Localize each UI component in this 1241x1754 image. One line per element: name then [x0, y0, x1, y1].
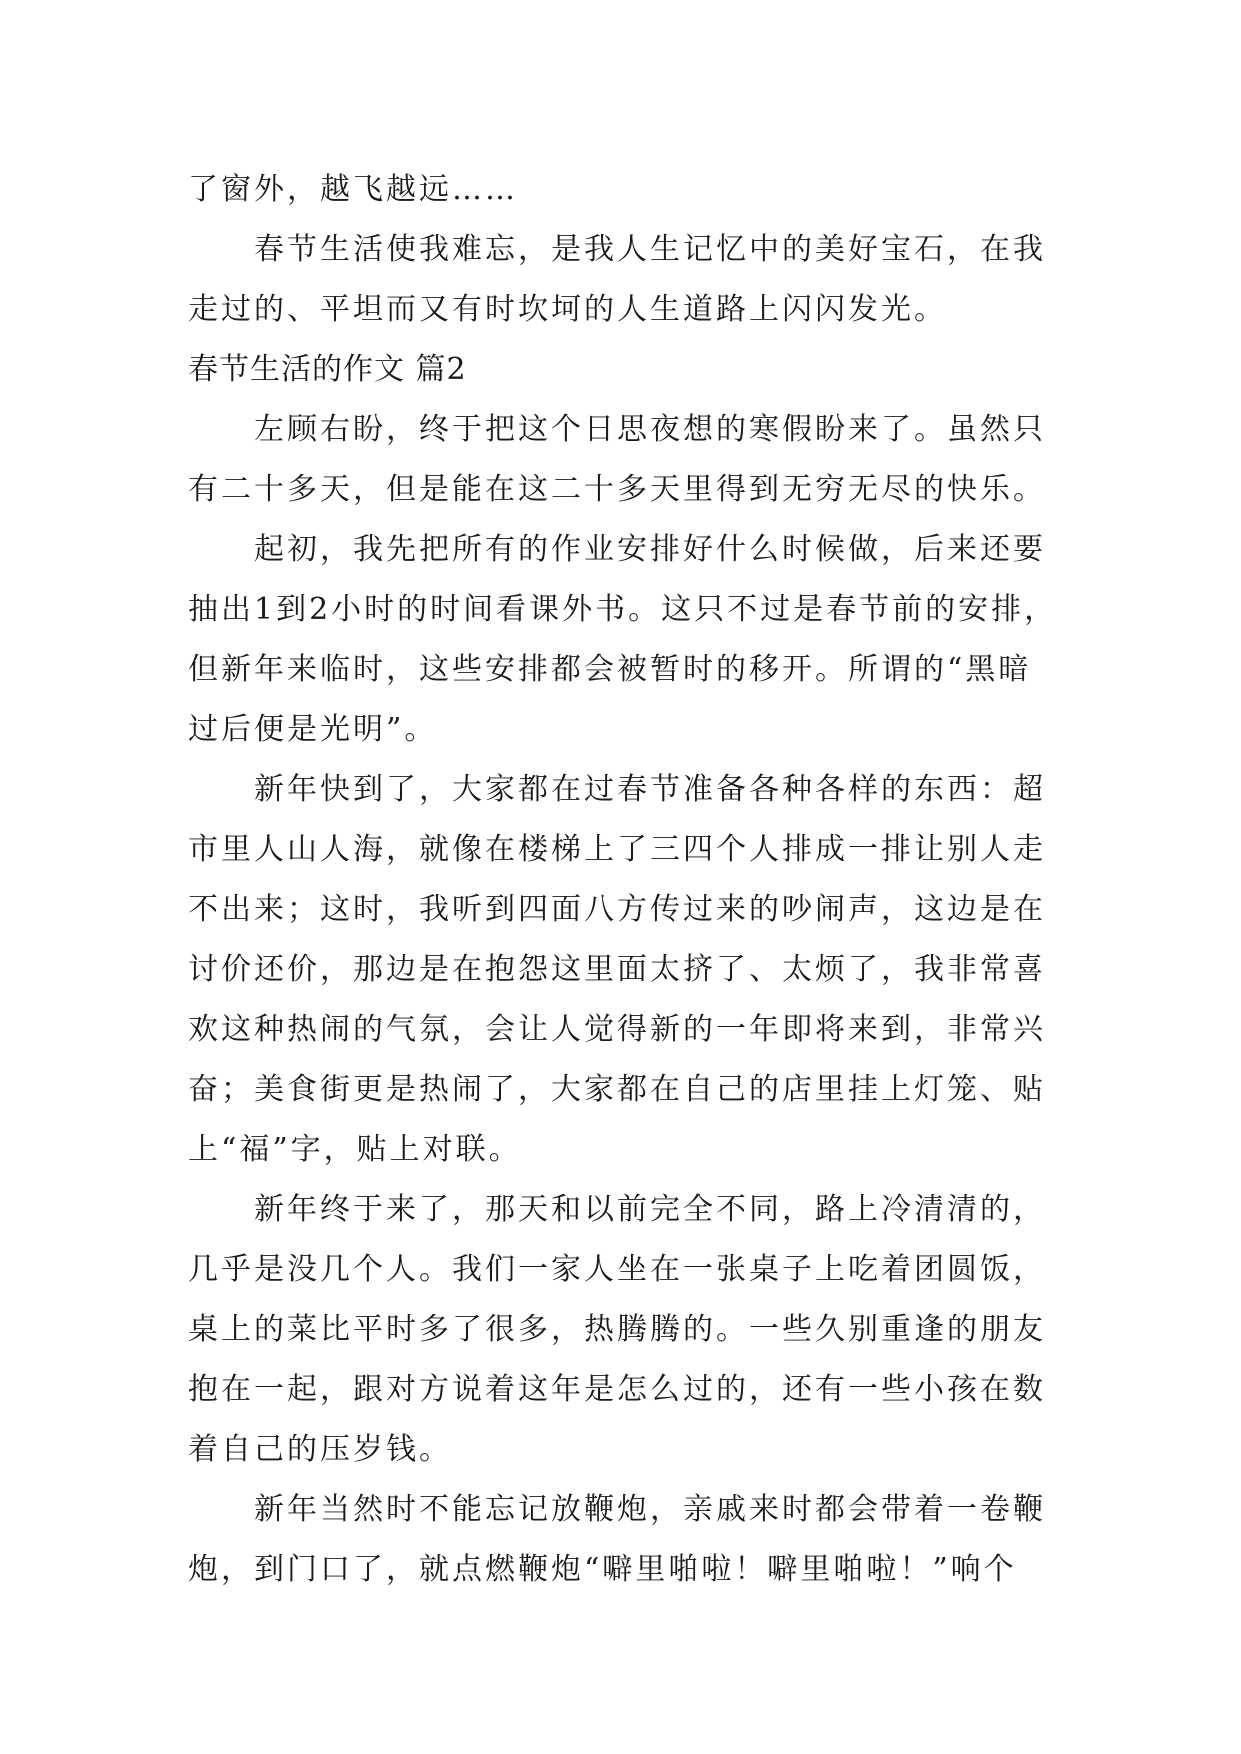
text-line: 抽出1到2小时的时间看课外书。这只不过是春节前的安排， [188, 592, 1058, 627]
paragraph-start-line: 春节生活使我难忘，是我人生记忆中的美好宝石，在我 [254, 232, 1046, 267]
text-line: 讨价还价，那边是在抱怨这里面太挤了、太烦了，我非常喜 [188, 952, 1046, 987]
paragraph-start-line: 新年终于来了，那天和以前完全不同，路上冷清清的， [254, 1192, 1046, 1227]
document-page [188, 160, 1068, 1600]
text-line: 但新年来临时，这些安排都会被暂时的移开。所谓的“黑暗 [188, 652, 1032, 687]
text-line: 几乎是没几个人。我们一家人坐在一张桌子上吃着团圆饭， [188, 1252, 1046, 1287]
paragraph-start-line: 起初，我先把所有的作业安排好什么时候做，后来还要 [254, 532, 1046, 567]
text-line: 市里人山人海，就像在楼梯上了三四个人排成一排让别人走 [188, 832, 1046, 867]
text-line: 炮，到门口了，就点燃鞭炮“噼里啪啦！噼里啪啦！”响个 [188, 1552, 1017, 1587]
section-heading: 春节生活的作文 篇2 [188, 352, 467, 387]
text-line: 桌上的菜比平时多了很多，热腾腾的。一些久别重逢的朋友 [188, 1312, 1046, 1347]
text-line: 走过的、平坦而又有时坎坷的人生道路上闪闪发光。 [188, 292, 947, 327]
text-line: 着自己的压岁钱。 [188, 1432, 452, 1467]
text-line: 奋；美食街更是热闹了，大家都在自己的店里挂上灯笼、贴 [188, 1072, 1046, 1107]
text-line: 上“福”字，贴上对联。 [188, 1132, 522, 1167]
text-line: 抱在一起，跟对方说着这年是怎么过的，还有一些小孩在数 [188, 1372, 1046, 1407]
text-line: 不出来；这时，我听到四面八方传过来的吵闹声，这边是在 [188, 892, 1046, 927]
paragraph-start-line: 新年快到了，大家都在过春节准备各种各样的东西：超 [254, 772, 1046, 807]
paragraph-start-line: 新年当然时不能忘记放鞭炮，亲戚来时都会带着一卷鞭 [254, 1492, 1046, 1527]
text-line: 过后便是光明”。 [188, 712, 438, 747]
paragraph-start-line: 左顾右盼，终于把这个日思夜想的寒假盼来了。虽然只 [254, 412, 1046, 447]
text-line: 欢这种热闹的气氛，会让人觉得新的一年即将来到，非常兴 [188, 1012, 1046, 1047]
text-line: 有二十多天，但是能在这二十多天里得到无穷无尽的快乐。 [188, 472, 1046, 507]
text-line: 了窗外，越飞越远…… [188, 172, 518, 207]
